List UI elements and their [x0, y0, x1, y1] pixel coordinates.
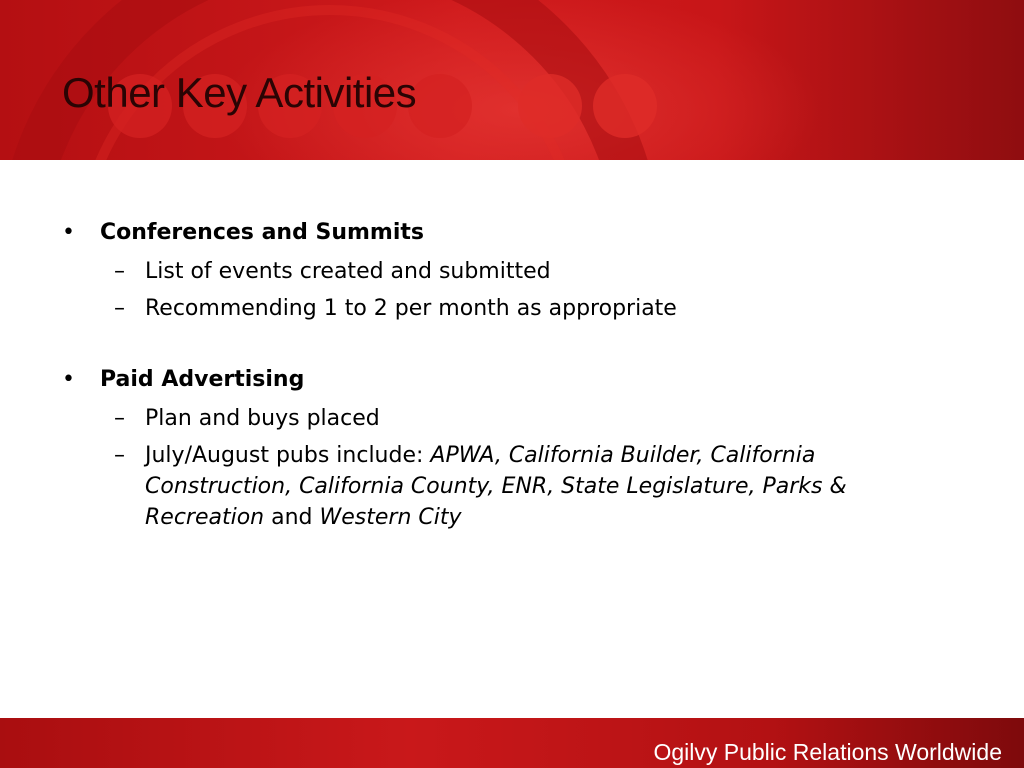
bullet-icon: •	[62, 220, 75, 245]
slide-title: Other Key Activities	[62, 69, 417, 116]
pubs-connector: and	[264, 505, 320, 530]
list-item-text: Plan and buys placed	[145, 406, 380, 431]
section-advertising	[62, 367, 962, 539]
section-heading: Conferences and Summits	[100, 220, 424, 245]
dash-icon: –	[114, 296, 125, 321]
dash-icon: –	[114, 259, 125, 284]
pubs-text	[145, 440, 945, 533]
dash-icon: –	[114, 406, 125, 431]
pubs-italic-list: APWA, California Builder, California Construction, California County, ENR, State Legislature, Parks & Recreation	[145, 443, 847, 530]
list-item	[114, 403, 962, 434]
footer-banner	[0, 718, 1024, 768]
bullet-icon: •	[62, 367, 75, 392]
section-heading: Paid Advertising	[100, 367, 305, 392]
footer-brand: Ogilvy Public Relations Worldwide	[653, 739, 1002, 765]
dash-icon: –	[114, 443, 125, 468]
list-item-text: List of events created and submitted	[145, 259, 551, 284]
pubs-italic-last: Western City	[319, 505, 462, 530]
header-banner	[0, 0, 1024, 160]
section-conferences	[62, 220, 962, 330]
list-item	[114, 256, 962, 287]
list-item	[114, 293, 962, 324]
pubs-prefix: July/August pubs include:	[145, 443, 431, 468]
list-item-text: Recommending 1 to 2 per month as appropriate	[145, 296, 677, 321]
list-item-pubs	[114, 440, 962, 533]
